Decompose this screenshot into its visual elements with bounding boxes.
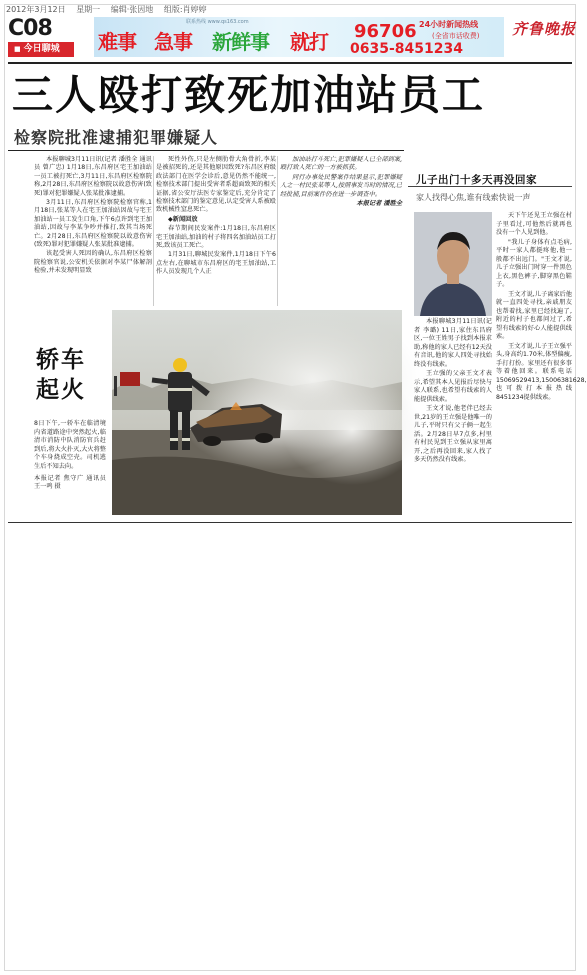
headline-rule [8, 150, 404, 151]
section-label: ■ 今日聊城 [8, 42, 74, 57]
ad-word-1: 难事 [98, 30, 136, 54]
article-byline: 本报记者 潘胜全 [356, 200, 402, 208]
article-paragraph: 王文才说,儿子王立强平头,身高约1.70米,体型偏瘦,手打打扮。家里还有很多事等着他回来。联系电话15069529413,15006381628,也可拨打本报热线8451234提供线索。 [496, 342, 587, 401]
fire-photo-title [36, 345, 86, 405]
article-paragraph: 死性外伤,只是左侧肋骨大角骨折,李某是被招死的,还是其他原因致死?东昌区府级政法部门在医学会诊后,意见仍然不能统一,检察技术部门提出受害者系超面致死的相关证据,省公安厅法医专家鉴定后,充分肯定了检察技术部门的鉴定意见,认定受害人系被殴致机械性窒息死亡。 [156, 156, 276, 214]
ad-hotline-note: (全省市话收费) [432, 32, 480, 40]
article-paragraph: 本报聊城3月11日讯(记者 李璐) 11日,家住东昌府区,一位王姓男子找到本报求助,称他的家人已经有12天没有音讯,他的家人四处寻找始终没有线索。 [414, 318, 492, 368]
ad-phone-number: 0635-8451234 [350, 41, 463, 57]
article-column-1 [34, 156, 152, 301]
portrait-illustration [414, 212, 492, 316]
page-number: C08 [8, 16, 52, 41]
fire-photo-credit: 本报记者 焦守广 通讯员 王一鸣 摄 [34, 474, 106, 491]
ad-word-3: 新鲜事 [212, 30, 269, 54]
article-paragraph: 春节期间民发案件:1月18日,东昌府区宅王加油站,加油的村子将四名加油站员工打死,致该员工死亡。 [156, 225, 276, 250]
ad-hotline-number: 96706 [354, 21, 417, 42]
main-headline: 三人殴打致死加油站员工 [12, 71, 485, 119]
fire-title-line-2: 起火 [36, 377, 86, 403]
missing-son-column-left [414, 318, 492, 522]
ad-hotline-label: 24小时新闻热线 [419, 20, 479, 29]
top-rule [8, 62, 572, 64]
article-paragraph: 本报聊城3月11日讯(记者 潘胜全 通讯员 曾广忠) 1月18日,东昌府区宅王加油站一员工被打死亡,3月11日,东昌府区检察院称,2月28日,东昌府区检察院以故意伤害(致死)罪对犯罪嫌疑人张某批准逮捕。 [34, 156, 152, 197]
missing-person-portrait [414, 212, 492, 316]
editor-credit: 编辑·张因地 [110, 5, 154, 14]
fire-caption-text: 8日下午,一轿车在临清境内省道路途中突然起火,临清市消防中队消防官兵赶到后,将大火扑灭,大火将整个车身烧成空壳。司机逃生后不知去向。 [34, 420, 106, 470]
missing-son-headline: 儿子出门十多天再没回家 [416, 174, 537, 186]
missing-son-subheadline: 家人找得心焦,谁有线索快说一声 [416, 193, 531, 202]
article-paragraph: 王文才说,儿子离家后他就一直四处寻找,亲戚朋友也帮着找,家里已经找遍了,附近的村子也都问过了,希望有线索的好心人能提供线索。 [496, 290, 572, 340]
column-divider [277, 156, 278, 306]
article-paragraph: 同行办事处民警案件结果显示,犯罪嫌疑人之一村民张某等人,按照事发当时的情况,已经批捕,目前案件仍在进一步调查中。 [280, 173, 402, 198]
ad-small-text: 联系热线 www.qs163.com [186, 19, 249, 25]
news-replay-label: ◆新闻回放 [168, 215, 198, 223]
ad-word-2: 急事 [154, 30, 192, 54]
missing-son-column-right [496, 212, 587, 518]
article-paragraph: 加油站打斗死亡,犯罪嫌疑人已全部到案,殴打致人死亡的一方被抓获。 [280, 156, 402, 172]
fire-title-line-1: 轿车 [36, 347, 86, 373]
fire-truck [120, 372, 140, 386]
article-paragraph: 1月31日,聊城民发案件,1月18日下午6点左右,在聊城市东昌府区的宅王加油站,工作人员发现几个人正 [156, 251, 276, 276]
article-paragraph: 王文才说,他老伴已经去世,21岁的王立强是他唯一的儿子,平时只有父子俩一起生活。2月28日早7点多,村里有村民见到王立强从家里离开,之后再没回来,家人找了多天仍然没有线索。 [414, 405, 492, 463]
page-info-line [6, 4, 526, 16]
ad-word-4: 就打 [290, 30, 328, 54]
car-fire-illustration [112, 310, 402, 515]
newspaper-masthead: 齐鲁晚报 [512, 20, 577, 38]
column-divider [153, 156, 154, 306]
car-fire-photo [112, 310, 402, 515]
article-paragraph: 天下午还见王立强在村子里看过,可他然后就再也没有一个人见到他。 [496, 212, 572, 236]
article-paragraph: 王立强的父亲王文才表示,希望其本人见报后尽快与家人联系,也希望有线索的人能提供线索。 [414, 370, 492, 403]
fire-photo-caption [34, 420, 106, 492]
issue-weekday: 星期一 [76, 5, 101, 14]
designer-credit: 组版:肖婷婷 [163, 5, 207, 14]
sub-headline: 检察院批准逮捕犯罪嫌疑人 [14, 128, 219, 147]
article-paragraph: "我儿子身体有点毛病,平时一家人都挺疼他,他一般都不出远门。"王文才说,儿子立强出门时穿一件黑色上衣,黑色裤子,脚穿黑色鞋子。 [496, 238, 572, 288]
article-paragraph: 3月11日,东昌府区检察院检察官称,1月18日,张某等人在宅王加油站因故与宅王加油站一员工发生口角,下午6点许到宅王加油站,因故与李某争吵并推打,致其当场死亡。2月28日,东昌府区检察院以故意伤害(致死)罪对犯罪嫌疑人张某批准逮捕。 [34, 199, 152, 249]
issue-date: 2012年3月12日 [6, 5, 66, 14]
bottom-rule [8, 522, 572, 523]
article-paragraph: 该起受害人死因的确认,东昌府区检察院检察官说,公安机关依据对李某尸体解剖检验,并未发现明显致 [34, 250, 152, 275]
hotline-ad-banner [94, 17, 504, 57]
article-column-2 [156, 156, 276, 301]
article-column-3 [280, 156, 402, 301]
